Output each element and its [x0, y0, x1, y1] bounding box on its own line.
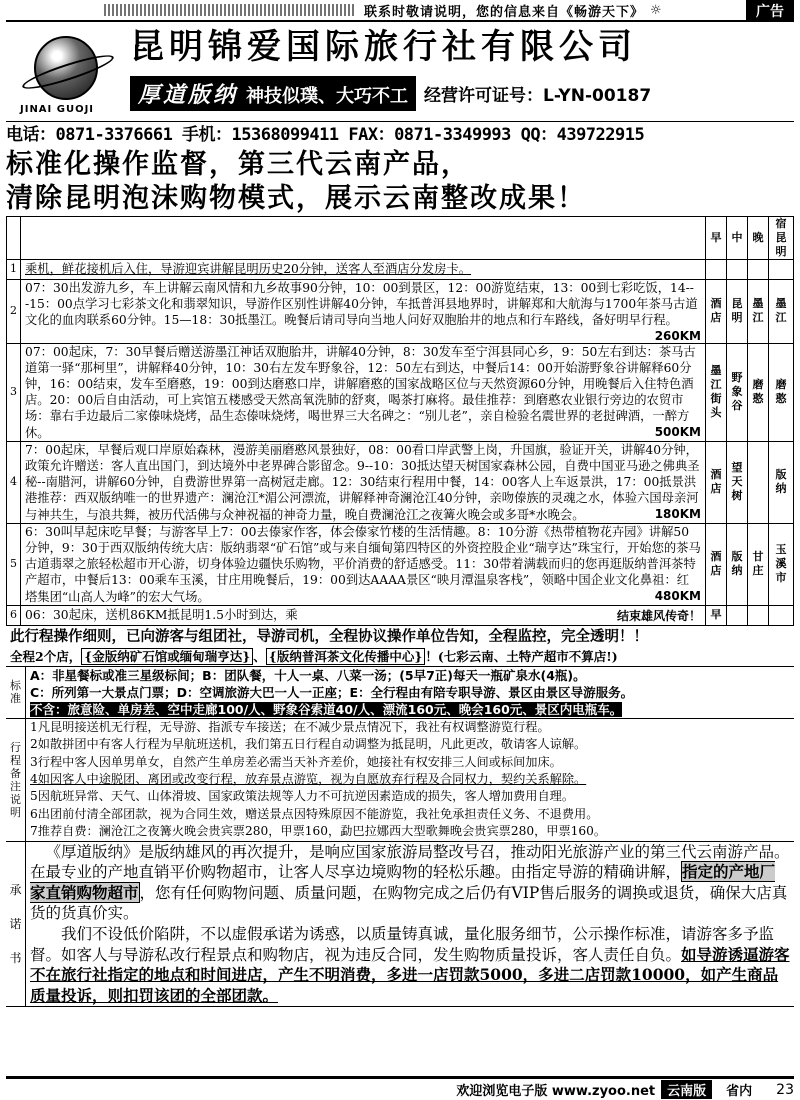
highlight-supermarket: 指定的产地厂家直销购物超市	[30, 862, 776, 902]
company-name: 昆明锦爱国际旅行社有限公司	[130, 27, 637, 67]
ad-label: 广告	[746, 0, 794, 20]
list-item: 2如散拼团中有客人行程为早航班送机，我们第五日行程自动调整为抵昆明，凡此更改，敬请客人谅解。	[30, 737, 587, 752]
headline-1: 标准化操作监督，第三代云南产品，	[6, 149, 470, 180]
company-block	[124, 22, 794, 121]
shop-1: {金版纳矿石馆或缅甸瑞亨达}	[81, 648, 253, 665]
hotel-cell: 玉溪市	[769, 523, 794, 605]
breakfast-cell: 酒店	[706, 441, 727, 523]
day-description: 6：30叫早起床吃早餐；与游客早上7：00去傣家作客，体会傣家竹楼的生活情趣。8：10分游《热带植物花卉园》讲解50分钟，9：30于西双版纳传统大店：版纳翡翠“矿石馆”或与来自缅甸第四特区的外资控股企业“瑞亨达”珠宝行，开始您的茶马古道翡翠之旅轻松超市开心游，切身体验边疆快乐购物，平价消费的舒适感受。11：30带着满载而归的您再逛版纳普洱茶特产超市，中餐后13：00乘车玉溪，甘庄用晚餐后，19：00到达AAAA景区“映月潭温泉客栈”，领略中国企业文化鼻祖：红塔集团“山高人为峰”的宏大气场。	[25, 524, 701, 604]
lunch-cell: 版纳	[727, 523, 748, 605]
table-row	[7, 280, 794, 344]
dinner-cell: 墨江	[748, 280, 769, 344]
dinner-cell: 甘庄	[748, 523, 769, 605]
table-row	[7, 260, 794, 280]
day-number: 6	[7, 605, 21, 625]
slogan-main: 厚道版纳	[138, 82, 239, 108]
lunch-cell: 昆明	[727, 280, 748, 344]
hotel-cell: 版纳	[769, 441, 794, 523]
day-description: 乘机，鲜花接机后入住，导游迎宾讲解昆明历史20分钟，送客人至酒店分发房卡。	[25, 262, 472, 277]
promise-side-label: 承 诺 书	[6, 842, 26, 1007]
page-number: 23	[776, 1081, 794, 1098]
list-item: 5因航班异常、天气、山体滑坡、国家政策法规等人力不可抗逆因素造成的损失，客人增加费用自理。	[30, 789, 575, 804]
header-breakfast: 早	[706, 217, 727, 260]
globe-icon	[34, 36, 98, 100]
notes-block	[6, 718, 794, 841]
penalty-statement: 如导游诱逼游客不在旅行社指定的地点和时间进店，产生不明消费，多进一店罚款5000，多进二店罚款10000，如产生商品质量投诉，则扣罚该团的全部团款。	[30, 944, 790, 1005]
footer	[6, 1076, 794, 1100]
slogan-row	[130, 76, 794, 110]
breakfast-cell: 酒店	[706, 523, 727, 605]
notes-side-label: 行 程 备 注 说 明	[6, 719, 26, 841]
list-item: 4如因客人中途脱团、离团或改变行程，放弃景点游览，视为自愿放弃行程及合同权力，契约关系解除。	[30, 772, 587, 787]
list-item: 7推荐自费：澜沧江之夜篝火晚会贵宾票280，甲票160，勐巴拉娜西大型歌舞晚会贵宾票280，甲票160。	[30, 824, 607, 839]
day-distance: 480KM	[654, 588, 701, 603]
contact-line: 电话：0871-3376661 手机：15368099411 FAX：0871-3349993 QQ：439722915	[6, 125, 645, 145]
breakfast-cell: 早	[706, 605, 727, 625]
hotel-cell: 磨憨	[769, 343, 794, 441]
standard-block	[6, 666, 794, 718]
source-notice: 联系时敬请说明，您的信息来自《畅游天下》	[364, 4, 645, 20]
shop-2: {版纳普洱茶文化传播中心}	[266, 648, 426, 665]
header-dinner: 晚	[748, 217, 769, 260]
table-row	[7, 343, 794, 441]
table-row	[7, 605, 794, 625]
hotel-cell: 墨江	[769, 280, 794, 344]
list-item: 3行程中客人因单男单女，自然产生单房差必需当天补齐差价，她接社有权安排三人间或标间加床。	[30, 754, 562, 769]
promise-block	[6, 841, 794, 1008]
standard-line-3: 不含：旅意险、单房差、空中走廊100/人、野象谷索道40/人、漂流160元、晚会160元、景区内电瓶车。	[30, 701, 623, 717]
day-number: 2	[7, 280, 21, 344]
price-line: 全程2个店， {金版纳矿石馆或缅甸瑞亨达} 、 {版纳普洱茶文化传播中心} ！(七彩云南、土特产超市不算店!)	[10, 648, 618, 664]
license-number: 经营许可证号：L-YN-00187	[424, 85, 652, 106]
promise-body	[26, 842, 794, 1007]
notes-body	[26, 719, 794, 841]
standard-side-label: 标 准	[6, 667, 26, 718]
header	[6, 22, 794, 122]
promise-paragraph-1: 《厚道版纳》是版纳雄风的再次提升，是响应国家旅游局整改号召，推动阳光旅游产业的第三代云南游产品。在最专业的产地直销平价购物超市，让客人尽享边境购物的轻松乐趣。由指定导游的精确讲解，指定的产地厂家直销购物超市，您有任何购物问题、质量问题，在购物完成之后仍有VIP售后服务的调换或退货，确保大店真货的货真价实。	[30, 842, 790, 923]
day-description: 07：00起床，7：30早餐后赠送游墨江神话双胞胎井，讲解40分钟，8：30发车至宁洱县同心乡，9：50左右到达：茶马古道第一驿“那柯里”，讲解释40分钟，10：30右左发车野象谷，12：50左右到达，中餐后14：00开始游野象谷讲解释60分钟，16：00结束，发车至磨憨，19：00到达磨憨口岸，讲解磨憨的国家战略区位与天然资源60分钟，用晚餐后入住特色酒店。20：00后自由活动，可上宾馆五楼感受天然高氧洗肺的舒爽，喝茶打麻将。最佳推荐：到磨憨农业银行旁边的农贸市场：靠右手边最后二家傣味烧烤，品生态傣味烧烤，喝世界三大名碑之：“别儿老”，亲自检验名震世界的老挝碑酒，一醉方休。	[25, 344, 696, 440]
breakfast-cell: 墨江街头	[706, 343, 727, 441]
dinner-cell	[748, 441, 769, 523]
promise-paragraph-2: 我们不设低价陷阱，不以虚假承诺为诱惑，以质量铸真诚，量化服务细节，公示操作标准，请游客多予监督。如客人与导游私改行程景点和购物店，视为违反合同，发生购物质量投诉，客人责任自负。如导游诱逼游客不在旅行社指定的地点和时间进店，产生不明消费，多进一店罚款5000，多进二店罚款10000，如产生商品质量投诉，则扣罚该团的全部团款。	[30, 925, 790, 1005]
list-item: 6出团前付清全部团款，视为合同生效，赠送景点因特殊原因不能游览，我社免承担责任义务、不退费用。	[30, 806, 599, 821]
day-distance: 260KM	[654, 328, 701, 343]
itinerary-table	[6, 216, 794, 626]
day-description: 07：30出发游九乡，车上讲解云南风情和九乡故事90分钟，10：00到景区，12：00游览结束，13：00到七彩吃饭，14---15：00点学习七彩茶文化和翡翠知识，导游作区别性讲解40分钟，车抵普洱县地界时，讲解郑和大航海与1700年茶马古道文化的血肉联系60分钟。15—18：30抵墨江。晚餐后请司导向当地人问好双胞胎井的地点和行车路线，备好明早行程。	[25, 281, 698, 328]
lunch-cell: 望天树	[727, 441, 748, 523]
table-row	[7, 441, 794, 523]
halftone-strip	[104, 4, 354, 16]
day-number: 5	[7, 523, 21, 605]
header-lunch: 中	[727, 217, 748, 260]
footer-site: 欢迎浏览电子版 www.zyoo.net	[456, 1084, 656, 1099]
dinner-cell: 磨憨	[748, 343, 769, 441]
table-row	[7, 523, 794, 605]
headline-2: 清除昆明泡沫购物模式，展示云南整改成果！	[6, 183, 586, 214]
company-logo	[6, 22, 124, 121]
operation-statement: 此行程操作细则，已向游客与组团社，导游司机，全程协议操作单位告知，全程监控，完全透明！！	[10, 628, 648, 645]
day-number: 1	[7, 260, 21, 280]
standard-body	[26, 667, 794, 718]
table-header-row	[7, 217, 794, 260]
day-distance: 180KM	[654, 506, 701, 521]
breakfast-cell: 酒店	[706, 280, 727, 344]
standard-line-2: C：所列第一大景点门票；D：空调旅游大巴一人一正座；E：全行程由有陪专职导游、景区由景区导游服务。	[30, 684, 634, 700]
list-item: 1凡昆明接送机无行程，无导游、指派专车接送；在不减少景点情况下，我社有权调整游览行程。	[30, 719, 550, 734]
star-icon: ☼	[650, 2, 662, 18]
day-description: 06：30起床，送机86KM抵昆明1.5小时到达，乘	[25, 607, 298, 622]
header-hotel: 宿昆明	[769, 217, 794, 260]
day-number: 4	[7, 441, 21, 523]
logo-text: JINAI GUOJI	[20, 104, 95, 115]
slogan-box	[130, 76, 416, 111]
day-distance: 500KM	[654, 424, 701, 439]
footer-section: 省内	[726, 1084, 753, 1099]
day-end-text: 结束雄风传奇！	[616, 608, 701, 623]
top-bar	[6, 0, 794, 22]
footer-region: 云南版	[661, 1080, 712, 1099]
day-description: 7：00起床，早餐后观口岸原始森林，漫游美丽磨憨风景独好，08：00看口岸武警上岗，升国旗，验证开关，讲解40分钟，政策允许赠送：客人直出国门，到达境外中老界碑合影留念。9--10：30抵达望天树国家森林公园，自费中国亚马逊之佛典圣秘--南腊河，讲解60分钟，自费游世界第一高树冠走廊。12：30结束行程用中餐，14：00客人上车返景洪，17：00抵景洪港推荐：西双版纳唯一的世界遗产：澜沧江*湄公河漂流，讲解释神奇澜沧江40分钟，亲吻傣族的灵魂之水，体验六国母亲河与神共生，与浪共舞，被历代活佛与众神祝福的神奇力量，晚自费澜沧江之夜篝火晚会或多哥*水晚会。	[25, 442, 700, 522]
day-number: 3	[7, 343, 21, 441]
slogan-sub: 神技似璞、大巧不工	[246, 85, 409, 107]
lunch-cell: 野象谷	[727, 343, 748, 441]
standard-line-1: A：非星餐标或准三星级标间；B：团队餐，十人一桌、八菜一汤；(5早7正)每天一瓶矿泉水(4瓶)。	[30, 667, 586, 683]
